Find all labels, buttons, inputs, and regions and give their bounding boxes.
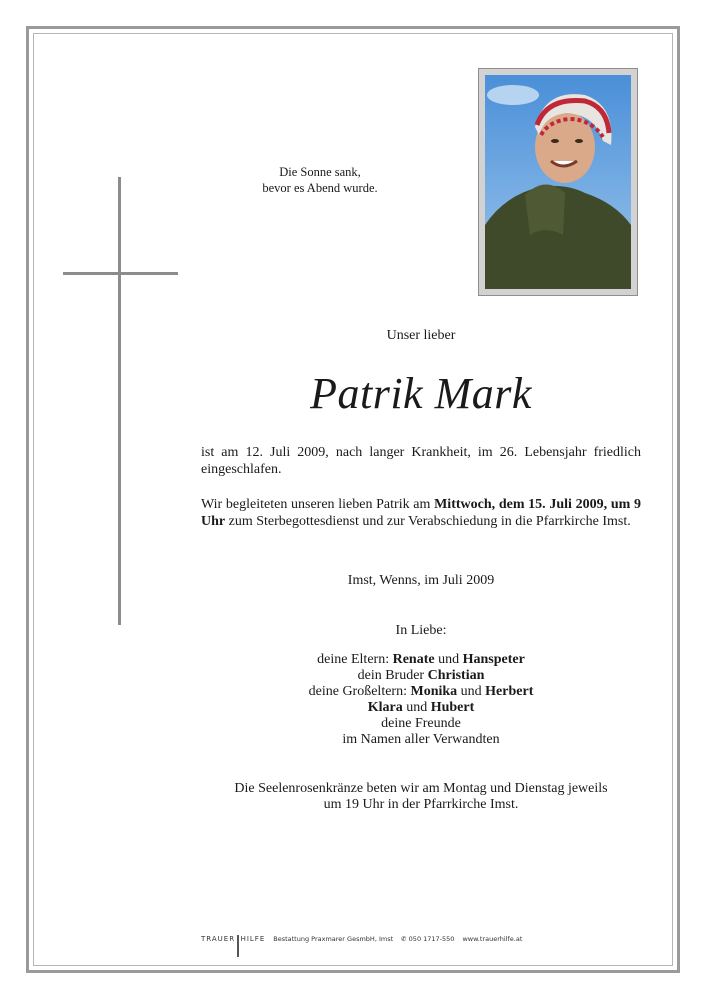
company-name: Bestattung Praxmarer GesmbH, Imst [273, 935, 394, 943]
parent-1: Renate [392, 652, 435, 667]
grandparent-4: Hubert [430, 700, 475, 715]
rosary-line-1: Die Seelenrosenkränze beten wir am Montag und Dienstag jeweils [234, 781, 608, 796]
service-text-b: zum Sterbegottesdienst und zur Verabschiedung in die Pfarrkirche Imst. [225, 514, 631, 529]
logo-left-text: TRAUER [201, 935, 236, 943]
phone-number [401, 935, 454, 943]
brother-name: Christian [427, 668, 485, 683]
cross-horizontal-bar [63, 272, 178, 275]
grandparents-line-2 [0, 700, 707, 716]
grandparent-1: Monika [410, 684, 458, 699]
trauerhilfe-logo [201, 928, 265, 950]
phone-icon: ✆ [401, 935, 407, 943]
website-link[interactable]: www.trauerhilfe.at [462, 935, 523, 943]
brother-label: dein Bruder [357, 668, 428, 683]
portrait-image [485, 75, 631, 289]
parents-label: deine Eltern: [317, 652, 393, 667]
parent-2: Hanspeter [462, 652, 525, 667]
service-paragraph [201, 496, 641, 530]
grandparent-3: Klara [367, 700, 403, 715]
and-2: und [457, 684, 486, 699]
logo-cross-bar [237, 935, 239, 957]
service-date: Mittwoch, dem 15. Juli 2009, um 9 Uhr [201, 497, 641, 529]
intro-text: Unser lieber [386, 328, 456, 343]
and-1: und [434, 652, 463, 667]
grandparent-2: Herbert [485, 684, 534, 699]
logo-right-text: HILFE [240, 935, 266, 943]
rosary-notice [0, 781, 707, 813]
deceased-name: Patrik Mark [310, 369, 532, 418]
brother-line [0, 668, 707, 684]
motto-line-1: Die Sonne sank, [279, 165, 361, 179]
relatives-line: im Namen aller Verwandten [342, 732, 500, 747]
phone-text: 050 1717-550 [408, 935, 455, 943]
grandparents-label: deine Großeltern: [308, 684, 411, 699]
portrait-photo [478, 68, 638, 296]
death-notice-paragraph: ist am 12. Juli 2009, nach langer Krankheit, im 26. Lebensjahr friedlich eingeschlafen. [201, 445, 641, 477]
rosary-line-2: um 19 Uhr in der Pfarrkirche Imst. [323, 797, 519, 812]
service-text-a: Wir begleiteten unseren lieben Patrik am [201, 497, 435, 512]
grandparents-line-1 [0, 684, 707, 700]
place-date: Imst, Wenns, im Juli 2009 [347, 573, 495, 588]
mourners-list [0, 652, 707, 748]
motto-line-2: bevor es Abend wurde. [262, 181, 378, 195]
parents-line [0, 652, 707, 668]
friends-line: deine Freunde [381, 716, 461, 731]
footer [201, 928, 530, 950]
and-3: und [402, 700, 431, 715]
motto [230, 164, 410, 196]
in-love-heading: In Liebe: [395, 623, 447, 638]
